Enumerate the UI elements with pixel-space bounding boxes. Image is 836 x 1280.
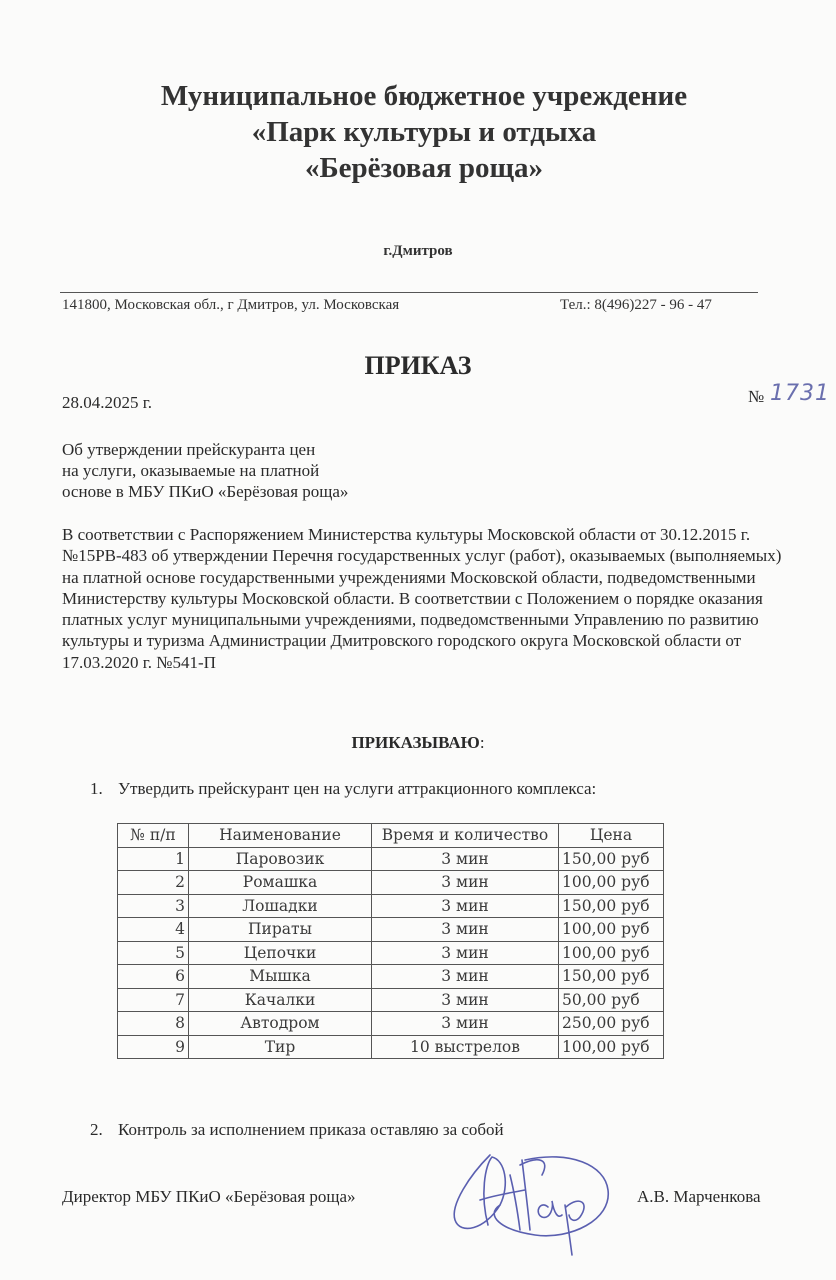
table-row — [118, 988, 664, 1012]
document-title: ПРИКАЗ — [364, 351, 472, 380]
item-text: Контроль за исполнением приказа оставляю за собой — [118, 1120, 504, 1139]
city: г.Дмитров — [383, 243, 453, 259]
decree-heading-text: ПРИКАЗЫВАЮ — [351, 733, 480, 752]
cell-number: 7 — [118, 988, 189, 1012]
order-number-label: № — [748, 387, 765, 406]
cell-price: 100,00 руб — [559, 918, 664, 942]
signer-name: А.В. Марченкова — [637, 1187, 761, 1206]
table-row — [118, 965, 664, 989]
cell-time: 3 мин — [372, 988, 559, 1012]
subject-line: на услуги, оказываемые на платной — [62, 461, 320, 480]
cell-number: 9 — [118, 1035, 189, 1059]
cell-time: 3 мин — [372, 847, 559, 871]
cell-price: 100,00 руб — [559, 1035, 664, 1059]
order-date: 28.04.2025 г. — [62, 393, 153, 412]
decree-heading — [0, 733, 836, 753]
cell-time: 3 мин — [372, 965, 559, 989]
header-divider — [60, 292, 758, 293]
table-row — [118, 918, 664, 942]
cell-name: Тир — [189, 1035, 372, 1059]
header-price: Цена — [559, 824, 664, 848]
table-row — [118, 894, 664, 918]
header-time: Время и количество — [372, 824, 559, 848]
cell-time: 10 выстрелов — [372, 1035, 559, 1059]
table-row — [118, 1012, 664, 1036]
address: 141800, Московская обл., г Дмитров, ул. Московская — [62, 297, 400, 313]
phone: Тел.: 8(496)227 - 96 - 47 — [560, 297, 712, 313]
cell-price: 100,00 руб — [559, 871, 664, 895]
cell-number: 1 — [118, 847, 189, 871]
order-item-1 — [90, 779, 596, 799]
table-row — [118, 1035, 664, 1059]
order-subject — [62, 439, 348, 502]
order-number-handwritten: 1731 — [770, 381, 830, 406]
cell-price: 150,00 руб — [559, 894, 664, 918]
organization-title — [0, 78, 836, 186]
cell-number: 6 — [118, 965, 189, 989]
cell-time: 3 мин — [372, 894, 559, 918]
cell-number: 5 — [118, 941, 189, 965]
cell-number: 3 — [118, 894, 189, 918]
cell-name: Пираты — [189, 918, 372, 942]
cell-number: 4 — [118, 918, 189, 942]
cell-price: 150,00 руб — [559, 847, 664, 871]
cell-price: 150,00 руб — [559, 965, 664, 989]
cell-time: 3 мин — [372, 871, 559, 895]
cell-name: Качалки — [189, 988, 372, 1012]
handwritten-signature-icon — [430, 1135, 630, 1265]
price-table — [117, 823, 664, 1059]
order-preamble: В соответствии с Распоряжением Министерства культуры Московской области от 30.12.2015 г. №15РВ-483 об утверждении Перечня государственных услуг (работ), оказываемых (выполняемых) на платной основе государственными учреждениями Московской области, подведомственными Министерству культуры Московской области. В соответствии с Положением о порядке оказания платных услуг муниципальными учреждениями, подведомственными Управлению по развитию культуры и туризма Администрации Дмитровского городского округа Московской области от 17.03.2020 г. №541-П — [62, 525, 782, 672]
cell-name: Лошадки — [189, 894, 372, 918]
org-title-line-1: Муниципальное бюджетное учреждение — [160, 80, 688, 112]
signer-position: Директор МБУ ПКиО «Берёзовая роща» — [62, 1187, 356, 1206]
table-row — [118, 941, 664, 965]
cell-name: Ромашка — [189, 871, 372, 895]
item-text: Утвердить прейскурант цен на услуги аттракционного комплекса: — [118, 779, 597, 798]
org-title-line-2: «Парк культуры и отдыха — [251, 116, 597, 148]
header-number: № п/п — [118, 824, 189, 848]
header-name: Наименование — [189, 824, 372, 848]
table-row — [118, 847, 664, 871]
subject-line: Об утверждении прейскуранта цен — [62, 440, 316, 459]
cell-name: Автодром — [189, 1012, 372, 1036]
cell-time: 3 мин — [372, 918, 559, 942]
cell-name: Мышка — [189, 965, 372, 989]
cell-price: 100,00 руб — [559, 941, 664, 965]
table-row — [118, 871, 664, 895]
org-title-line-3: «Берёзовая роща» — [304, 152, 544, 184]
item-number: 1. — [90, 779, 103, 798]
cell-name: Цепочки — [189, 941, 372, 965]
cell-number: 8 — [118, 1012, 189, 1036]
decree-heading-colon: : — [479, 733, 485, 752]
cell-price: 250,00 руб — [559, 1012, 664, 1036]
cell-price: 50,00 руб — [559, 988, 664, 1012]
cell-name: Паровозик — [189, 847, 372, 871]
cell-number: 2 — [118, 871, 189, 895]
subject-line: основе в МБУ ПКиО «Берёзовая роща» — [62, 482, 349, 501]
cell-time: 3 мин — [372, 941, 559, 965]
table-header-row — [118, 824, 664, 848]
item-number: 2. — [90, 1120, 103, 1139]
cell-time: 3 мин — [372, 1012, 559, 1036]
